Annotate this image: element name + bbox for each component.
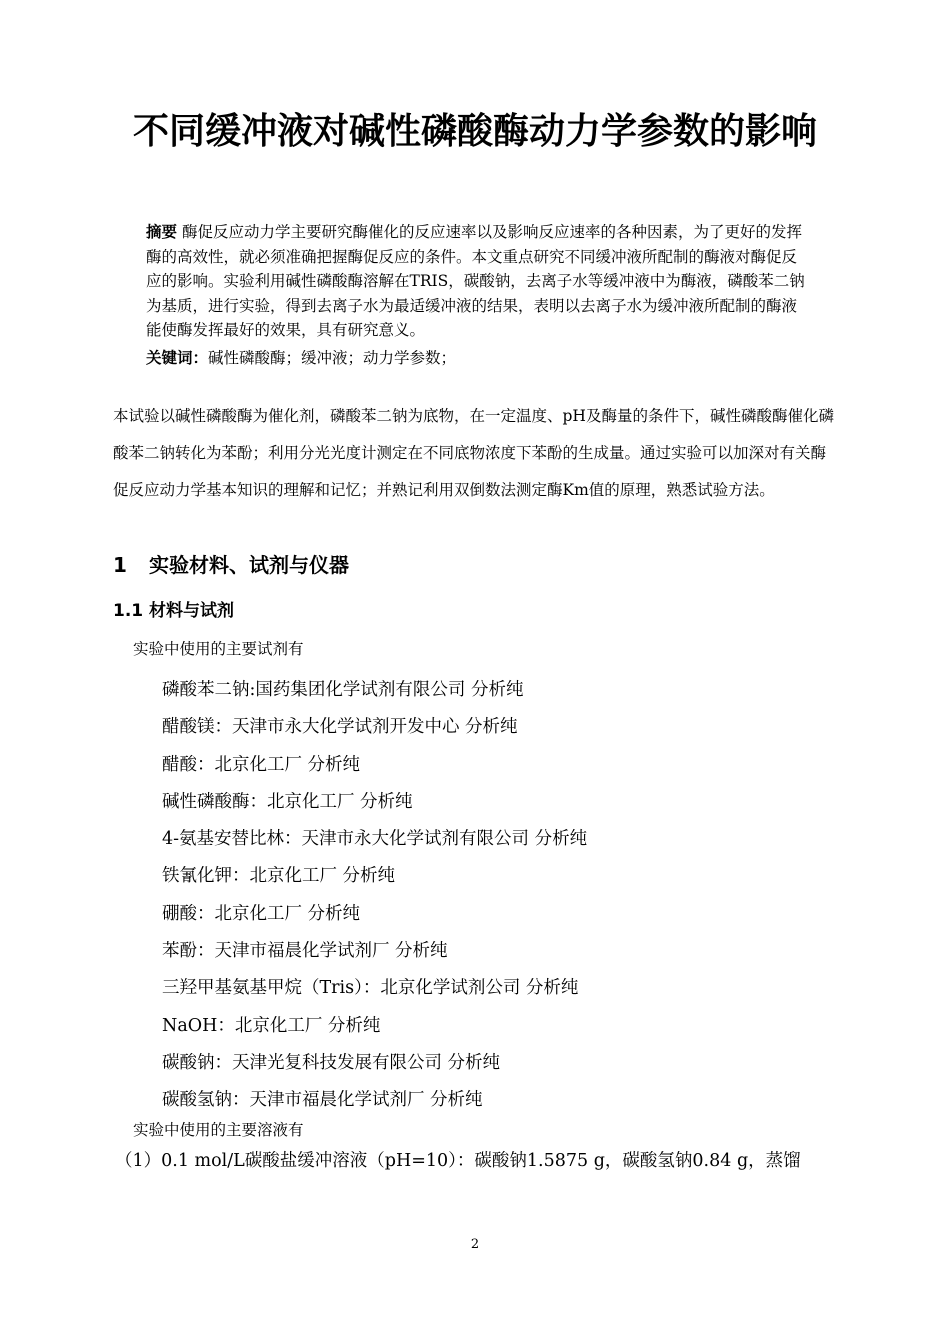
keywords-text: 碱性磷酸酶；缓冲液；动力学参数； — [208, 349, 457, 367]
list-item: NaOH：北京化工厂 分析纯 — [162, 1015, 381, 1036]
abstract-text: 酶促反应动力学主要研究酶催化的反应速率以及影响反应速率的各种因素，为了更好的发挥酶的高效性，就必须准确把握酶促反应的条件。本文重点研究不同缓冲液所配制的酶液对酶促反应的影响。实验利用碱性磷酸酶溶解在TRIS，碳酸钠，去离子水等缓冲液中为酶液，磷酸苯二钠为基质，进行实验，得到去离子水为最适缓冲液的结果，表明以去离子水为缓冲液所配制的酶液能使酶发挥最好的效果，具有研究意义。 — [146, 223, 805, 339]
list-item: 硼酸：北京化工厂 分析纯 — [162, 903, 361, 924]
intro-paragraph: 本试验以碱性磷酸酶为催化剂，磷酸苯二钠为底物，在一定温度、pH及酶量的条件下，碱性磷酸酶催化磷酸苯二钠转化为苯酚；利用分光光度计测定在不同底物浓度下苯酚的生成量。通过实验可以加深对有关酶促反应动力学基本知识的理解和记忆；并熟记利用双倒数法测定酶Km值的原理，熟悉试验方法。 — [113, 407, 834, 499]
list-item: 碳酸钠：天津光复科技发展有限公司 分析纯 — [162, 1052, 501, 1073]
section-1-title: 实验材料、试剂与仪器 — [149, 553, 349, 577]
abstract-label: 摘要 — [146, 223, 178, 241]
list-item: 4-氨基安替比林：天津市永大化学试剂有限公司 分析纯 — [162, 829, 588, 850]
list-item: 苯酚：天津市福晨化学试剂厂 分析纯 — [162, 941, 448, 962]
keywords — [146, 346, 811, 370]
reagents-intro: 实验中使用的主要试剂有 — [133, 640, 304, 658]
list-item: 铁氰化钾：北京化工厂 分析纯 — [162, 866, 396, 887]
section-1-number: 1 — [113, 553, 127, 577]
document-title: 不同缓冲液对碱性磷酸酶动力学参数的影响 — [132, 111, 817, 152]
list-item: 磷酸苯二钠:国药集团化学试剂有限公司 分析纯 — [162, 680, 524, 700]
list-item: 醋酸镁：天津市永大化学试剂开发中心 分析纯 — [162, 717, 518, 738]
list-item: 三羟甲基氨基甲烷（Tris）：北京化学试剂公司 分析纯 — [162, 978, 579, 999]
section-1-heading — [113, 550, 349, 580]
section-1-1-heading: 1.1 材料与试剂 — [113, 601, 235, 621]
keywords-label: 关键词： — [146, 349, 209, 367]
abstract — [146, 220, 811, 343]
page-number: 2 — [470, 1237, 480, 1252]
list-item: 碱性磷酸酶：北京化工厂 分析纯 — [162, 791, 413, 812]
list-item: 醋酸：北京化工厂 分析纯 — [162, 754, 361, 775]
reagent-list — [162, 672, 587, 1120]
list-item: 碳酸氢钠：天津市福晨化学试剂厂 分析纯 — [162, 1090, 483, 1111]
solutions-intro: 实验中使用的主要溶液有 — [133, 1121, 304, 1139]
solution-item-1: （1）0.1 mol/L碳酸盐缓冲溶液（pH=10）：碳酸钠1.5875 g，碳酸氢钠0.84 g，蒸馏 — [115, 1151, 801, 1171]
